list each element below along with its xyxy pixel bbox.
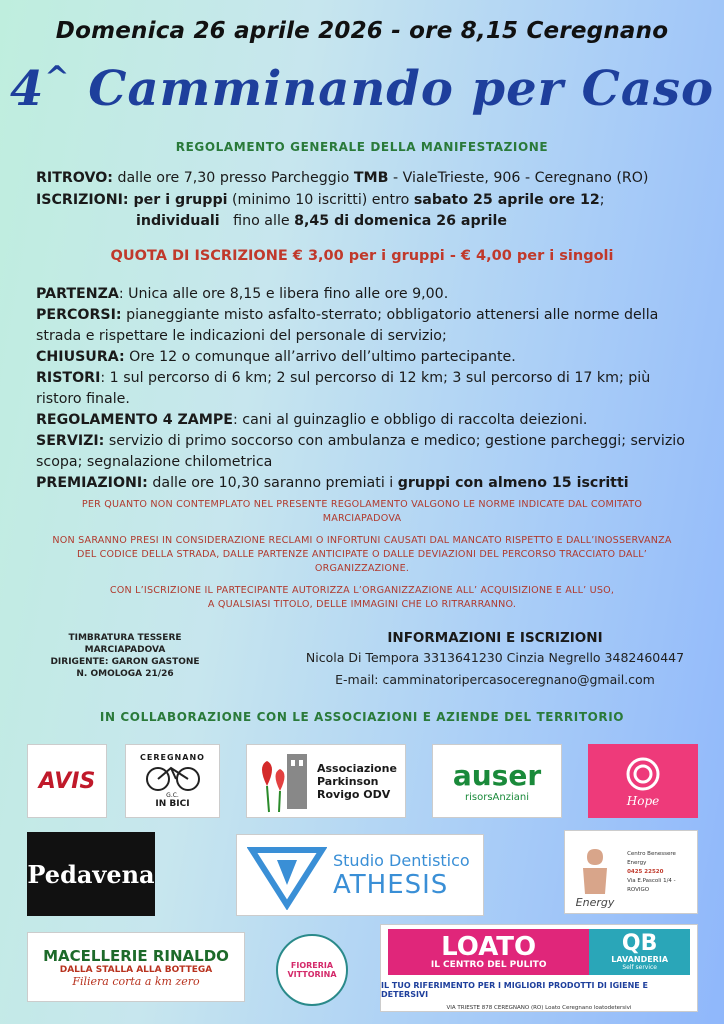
- pedavena-logo: [27, 832, 155, 916]
- note-images-1: CON L’ISCRIZIONE IL PARTECIPANTE AUTORIZZA L’ORGANIZZAZIONE ALL’ ACQUISIZIONE E ALL’ USO,: [109, 585, 615, 596]
- iscrizioni-block: [36, 190, 696, 232]
- stamp-line-1: TIMBRATURA TESSERE: [68, 633, 182, 643]
- ritrovo-text: dalle ore 7,30 presso Parcheggio: [112, 170, 354, 186]
- fee-line: QUOTA DI ISCRIZIONE € 3,00 per i gruppi - € 4,00 per i singoli: [110, 248, 614, 264]
- iscrizioni-label: ISCRIZIONI:: [36, 192, 134, 208]
- partenza-line: [36, 284, 696, 305]
- athesis-line-2: ATHESIS: [333, 869, 449, 900]
- partenza-text: : Unica alle ore 8,15 e libera fino alle ore 9,00.: [118, 286, 449, 302]
- note-liability: NON SARANNO PRESI IN CONSIDERAZIONE RECLAMI O INFORTUNI CAUSATI DAL MANCATO RISPETTO E DALL’INOSSERVANZA DEL CODICE DELLA STRADA, DALLE PARTENZE ANTICIPATE O DALLE DEVIAZIONI DEL PERCORSO TRACCIATO DALL’ ORGANIZZAZIONE.: [52, 535, 672, 574]
- note-images-2: A QUALSIASI TITOLO, DELLE IMMAGINI CHE LO RITRARRANNO.: [207, 599, 517, 610]
- athesis-line-1: Studio Dentistico: [333, 850, 470, 870]
- tulip-icon: [247, 746, 317, 816]
- body-silhouette-icon: [575, 846, 615, 896]
- ritrovo-address: - ViaIeTrieste, 906 - Ceregnano (RO): [388, 170, 649, 186]
- parkinson-line-3: Rovigo ODV: [317, 787, 391, 801]
- info-contacts: Nicola Di Tempora 3313641230 Cinzia Negrello 3482460447: [305, 650, 685, 665]
- energy-logo: [564, 830, 698, 914]
- parkinson-line-1: Associazione: [317, 761, 397, 775]
- info-title: INFORMAZIONI E ISCRIZIONI: [387, 630, 603, 646]
- energy-address: Via E.Pascoli 1/4 - ROVIGO: [627, 877, 676, 893]
- servizi-text: servizio di primo soccorso con ambulanza e medico; gestione parcheggi; servizio scopa; segnalazione chilometrica: [36, 433, 685, 470]
- partenza-label: PARTENZA: [36, 286, 119, 302]
- energy-phone: 0425 22520: [627, 868, 664, 875]
- premiazioni-bold: gruppi con almeno 15 iscritti: [397, 475, 629, 491]
- ceregnano-bici-logo: [125, 744, 220, 818]
- info-email[interactable]: E-mail: camminatoripercasoceregnano@gmail.com: [335, 672, 655, 687]
- auser-logo: [432, 744, 562, 818]
- zampe-line: [36, 410, 696, 431]
- percorsi-label: PERCORSI:: [36, 307, 122, 323]
- hope-logo: [588, 744, 698, 818]
- chiusura-label: CHIUSURA:: [36, 349, 125, 365]
- iscrizioni-individual: individuali: [136, 213, 220, 229]
- pedavena-text: Pedavena: [27, 859, 155, 889]
- premiazioni-label: PREMIAZIONI:: [36, 475, 148, 491]
- zampe-text: : cani al guinzaglio e obbligo di raccolta deiezioni.: [233, 412, 588, 428]
- regulation-subtitle: REGOLAMENTO GENERALE DELLA MANIFESTAZIONE: [175, 140, 549, 154]
- macellerie-tagline: Filiera corta a km zero: [72, 974, 200, 988]
- loato-subtitle: IL CENTRO DEL PULITO: [430, 960, 547, 970]
- energy-side-text: Centro Benessere Energy: [627, 850, 676, 866]
- stamp-line-2: MARCIAPADOVA: [84, 645, 166, 655]
- loato-qb-logo: [380, 924, 698, 1012]
- loato-description: IL TUO RIFERIMENTO PER I MIGLIORI PRODOTTI DI IGIENE E DETERSIVI: [381, 981, 649, 999]
- chiusura-text: Ore 12 o comunque all’arrivo dell’ultimo partecipante.: [124, 349, 516, 365]
- percorsi-line: [36, 305, 696, 347]
- ritrovo-tmb: TMB: [353, 170, 389, 186]
- ceregnano-top: CEREGNANO: [140, 753, 205, 762]
- loato-address: VIA TRIESTE 878 CEREGNANO (RO) Loato Ceregnano loatodetersivi: [446, 1005, 632, 1011]
- iscrizioni-text3: fino alle: [219, 213, 295, 229]
- ritrovo-label: RITROVO:: [36, 170, 113, 186]
- avis-text: AVIS: [38, 768, 96, 794]
- energy-text: Energy: [575, 896, 615, 909]
- chiusura-line: [36, 347, 696, 368]
- tooth-icon: [247, 840, 327, 910]
- event-date-header: Domenica 26 aprile 2026 - ore 8,15 Ceregnano: [55, 18, 669, 44]
- premiazioni-line: [36, 473, 696, 494]
- bicycle-icon: [143, 762, 203, 792]
- title-caret: ^: [44, 60, 71, 95]
- athesis-logo: [236, 834, 484, 916]
- ceregnano-bottom: IN BICI: [155, 799, 190, 809]
- loato-text: LOATO: [441, 932, 537, 962]
- fioreria-logo: [276, 934, 348, 1006]
- auser-subtitle: risorsAnziani: [465, 792, 529, 803]
- servizi-line: [36, 431, 696, 473]
- macellerie-subtitle: DALLA STALLA ALLA BOTTEGA: [59, 964, 213, 975]
- iscrizioni-deadline: sabato 25 aprile ore 12: [413, 192, 600, 208]
- premiazioni-text: dalle ore 10,30 saranno premiati i: [147, 475, 398, 491]
- collaboration-title: IN COLLABORAZIONE CON LE ASSOCIAZIONI E AZIENDE DEL TERRITORIO: [99, 710, 625, 724]
- qb-text: QB: [621, 931, 658, 956]
- ristori-label: RISTORI: [36, 370, 101, 386]
- hope-text: Hope: [626, 794, 660, 808]
- stamp-line-4: N. OMOLOGA 21/26: [76, 669, 174, 679]
- event-title: [0, 60, 724, 117]
- macellerie-title: MACELLERIE RINALDO: [43, 946, 229, 965]
- zampe-label: REGOLAMENTO 4 ZAMPE: [36, 412, 233, 428]
- qb-subtitle-2: Self service: [622, 964, 657, 971]
- iscrizioni-semicolon: ;: [599, 192, 605, 208]
- iscrizioni-text1: (minimo 10 iscritti) entro: [227, 192, 414, 208]
- macellerie-logo: [27, 932, 245, 1002]
- avis-logo: [27, 744, 107, 818]
- ristori-text: : 1 sul percorso di 6 km; 2 sul percorso di 12 km; 3 sul percorso di 17 km; più ristoro finale.: [36, 370, 651, 407]
- stamp-info: [40, 632, 210, 680]
- iscrizioni-individual-deadline: 8,45 di domenica 26 aprile: [294, 213, 507, 229]
- auser-text: auser: [452, 759, 542, 792]
- ceregnano-mid: G.C.: [166, 792, 179, 799]
- rules-list: [36, 284, 696, 494]
- note-marciapadova: PER QUANTO NON CONTEMPLATO NEL PRESENTE REGOLAMENTO VALGONO LE NORME INDICATE DAL COMITATO MARCIAPADOVA: [81, 499, 643, 524]
- iscrizioni-groups: per i gruppi: [133, 192, 228, 208]
- fioreria-line-2: VITTORINA: [287, 970, 337, 979]
- ritrovo-line: [36, 168, 696, 189]
- ristori-line: [36, 368, 696, 410]
- title-number: 4: [9, 61, 45, 117]
- percorsi-text: pianeggiante misto asfalto-sterrato; obbligatorio attenersi alle norme della strada e rispettare le indicazioni del personale di servizio;: [36, 307, 659, 344]
- parkinson-line-2: Parkinson: [317, 774, 379, 788]
- servizi-label: SERVIZI:: [36, 433, 105, 449]
- qb-subtitle: LAVANDERIA: [611, 955, 669, 964]
- stamp-line-3: DIRIGENTE: GARON GASTONE: [50, 657, 200, 667]
- title-text: Camminando per Caso: [88, 61, 714, 117]
- fioreria-line-1: FIORERIA: [290, 961, 334, 970]
- rose-icon: [623, 754, 663, 794]
- parkinson-logo: [246, 744, 406, 818]
